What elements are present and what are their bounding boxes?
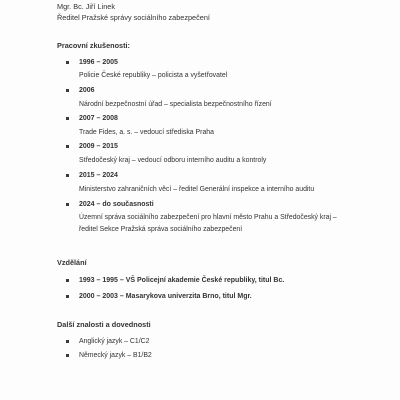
- bullet-icon: [66, 203, 69, 206]
- bullet-icon: [66, 354, 69, 357]
- experience-period: 2009 – 2015: [79, 143, 118, 150]
- bullet-icon: [66, 145, 69, 148]
- experience-desc: Policie České republiky – policista a vyšetřovatel: [79, 72, 228, 79]
- experience-title: Pracovní zkušenosti:: [57, 41, 130, 50]
- experience-desc: ředitel Sekce Pražská správa sociálního zabezpečení: [79, 226, 243, 233]
- education-text: [79, 276, 284, 286]
- person-position: Ředitel Pražské správy sociálního zabezpečení: [57, 13, 210, 22]
- education-period: 2000 – 2003: [79, 293, 118, 300]
- experience-desc: Středočeský kraj – vedoucí odboru interního auditu a kontroly: [79, 157, 267, 164]
- skills-title: Další znalosti a dovednosti: [57, 320, 151, 329]
- bullet-icon: [66, 340, 69, 343]
- experience-period: 2007 – 2008: [79, 115, 118, 122]
- experience-desc: Trade Fides, a. s. – vedoucí střediska Praha: [79, 129, 214, 136]
- bullet-icon: [66, 117, 69, 120]
- bullet-icon: [66, 89, 69, 92]
- experience-desc: Územní správa sociálního zabezpečení pro hlavní město Prahu a Středočeský kraj –: [79, 214, 337, 221]
- header: [57, 1, 210, 23]
- education-period: 1993 – 1995: [79, 277, 118, 284]
- bullet-icon: [66, 61, 69, 64]
- education-title: Vzdělání: [57, 258, 87, 267]
- bullet-icon: [66, 295, 69, 298]
- experience-period: 1996 – 2005: [79, 59, 118, 66]
- education-desc: – VŠ Policejní akademie České republiky, titul Bc.: [117, 277, 285, 284]
- experience-period: 2015 – 2024: [79, 172, 118, 179]
- experience-period: 2006: [79, 87, 95, 94]
- person-name: Mgr. Bc. Jiří Linek: [57, 2, 115, 11]
- education-desc: – Masarykova univerzita Brno, titul Mgr.: [117, 293, 252, 300]
- education-text: [79, 292, 252, 302]
- experience-desc: Ministerstvo zahraničních věcí – ředitel Generální inspekce a interního auditu: [79, 186, 315, 193]
- bullet-icon: [66, 174, 69, 177]
- skill-label: Německý jazyk – B1/B2: [79, 352, 152, 359]
- experience-desc: Národní bezpečnostní úřad – specialista bezpečnostního řízení: [79, 101, 272, 108]
- experience-period: 2024 – do současnosti: [79, 201, 154, 208]
- skill-label: Anglický jazyk – C1/C2: [79, 338, 150, 345]
- bullet-icon: [66, 279, 69, 282]
